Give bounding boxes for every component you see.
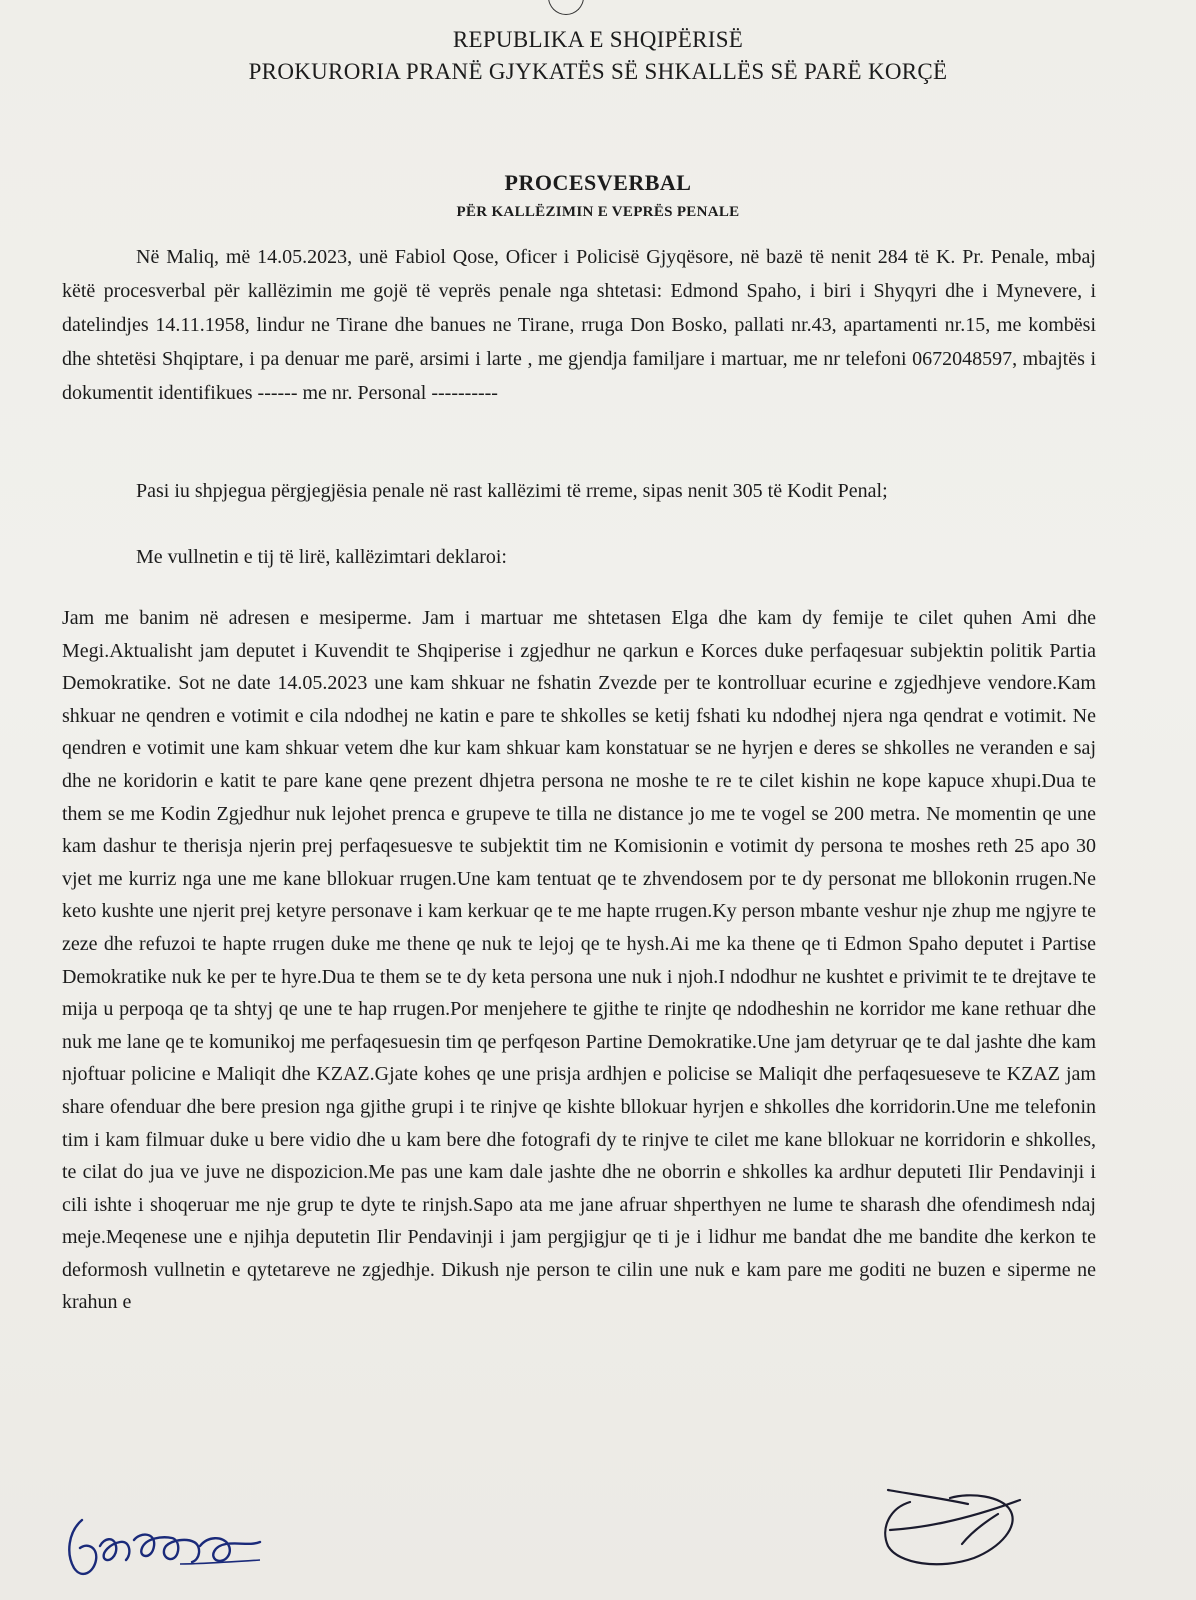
document-subtitle: PËR KALLËZIMIN E VEPRËS PENALE [456,204,740,220]
warning-paragraph: Pasi iu shpjegua përgjegjësia penale në rast kallëzimi të rreme, sipas nenit 305 të Kodit Penal; [136,480,888,502]
header-republic: REPUBLIKA E SHQIPËRISË [452,27,744,52]
document-header [0,24,1196,88]
header-prosecution-office: PROKURORIA PRANË GJYKATËS SË SHKALLËS SË PARË KORÇË [248,59,948,84]
document-title: PROCESVERBAL [504,170,692,195]
intro-paragraph-block [62,240,1096,410]
declaration-line: Me vullnetin e tij të lirë, kallëzimtari deklaroi: [136,546,507,568]
statement-block [62,602,1096,1319]
officer-signature [870,1484,1040,1580]
intro-paragraph: Në Maliq, më 14.05.2023, unë Fabiol Qose, Oficer i Policisë Gjyqësore, në bazë të nenit 284 të K. Pr. Penale, mbaj këtë procesverbal për kallëzimin me gojë të veprës penale nga shtetasi: Edmond Spaho, i biri i Shyqyri dhe i Mynevere, i datelindjes 14.11.1958, lindur ne Tirane dhe banues ne Tirane, rruga Don Bosko, pallati nr.43, apartamenti nr.15, me kombësi dhe shtetësi Shqiptare, i pa denuar me parë, arsimi i larte , me gjendja familjare i martuar, me nr telefoni 0672048597, mbajtës i dokumentit identifikues ------ me nr. Personal ---------- [62,246,1096,404]
emblem-icon [548,0,584,15]
complainant-signature [60,1502,280,1592]
statement-paragraph: Jam me banim në adresen e mesiperme. Jam i martuar me shtetasen Elga dhe kam dy femije te cilet quhen Ami dhe Megi.Aktualisht jam deputet i Kuvendit te Shqiperise i zgjedhur ne qarkun e Korces duke perfaqesuar subjektin politik Partia Demokratike. Sot ne date 14.05.2023 une kam shkuar ne fshatin Zvezde per te kontrolluar ecurine e zgjedhjeve vendore.Kam shkuar ne qendren e votimit e cila ndodhej ne katin e pare te shkolles se ketij fshati ku ndodhej njera nga qendrat e votimit. Ne qendren e votimit une kam shkuar vetem dhe kur kam shkuar kam konstatuar se ne hyrjen e deres se shkolles ne veranden e saj dhe ne koridorin e katit te pare kane qene prezent dhjetra persona ne moshe te re te cilet kishin ne kope kapuce xhupi.Dua te them se me Kodin Zgjedhur nuk lejohet prenca e grupeve te tilla ne distance jo me te vogel se 200 metra. Ne momentin qe une kam dashur te therisja njerin prej perfaqesuesve te subjektit tim ne Komisionin e votimit dy persona te moshes reth 25 apo 30 vjet me kurriz nga une me kane bllokuar rrugen.Une kam tentuat qe te zhvendosem por te dy personat me bllokonin rrugen.Ne keto kushte une njerit prej ketyre personave i kam kerkuar qe te me hapte rrugen.Ky person mbante veshur nje zhup me ngjyre te zeze dhe refuzoi te hapte rrugen duke me thene qe nuk te lejoj qe te hysh.Ai me ka thene qe ti Edmon Spaho deputet i Partise Demokratike nuk ke per te hyre.Dua te them se te dy keta persona une nuk i njoh.I ndodhur ne kushtet e privimit te te drejtave te mija u perpoqa qe ta shtyj qe une te hap rrugen.Por menjehere te gjithe te rinjte qe ndodheshin ne korridor me kane rethuar dhe nuk me lane qe te komunikoj me perfaqesuesin tim qe perfqeson Partine Demokratike.Une jam detyruar qe te dal jashte dhe kam njoftuar policine e Maliqit dhe KZAZ.Gjate kohes qe une prisja ardhjen e policise se Maliqit dhe perfaqesueseve te KZAZ jam share ofenduar dhe bere presion nga gjithe grupi i te rinjve qe kishte bllokuar hyrjen e shkolles dhe korridorin.Une me telefonin tim i kam filmuar duke u bere vidio dhe u kam bere dhe fotografi dy te rinjve te cilet me kane bllokuar ne korridorin e shkolles, te cilat do jua ve juve ne dispozicion.Me pas une kam dale jashte dhe ne oborrin e shkolles ka ardhur deputeti Ilir Pendavinji i cili ishte i shoqeruar me nje grup te dyte te rinjsh.Sapo ata me jane afruar shperthyen ne lume te sharash dhe ofendimesh ndaj meje.Meqenese une e njihja deputetin Ilir Pendavinji i jam pergjigjur qe ti je i lidhur me bandat dhe me bandite dhe kerkon te deformosh vullnetin e qytetareve ne zgjedhje. Dikush nje person te cilin une nuk e kam pare me goditi ne buzen e siperme ne krahun e [62,607,1096,1314]
